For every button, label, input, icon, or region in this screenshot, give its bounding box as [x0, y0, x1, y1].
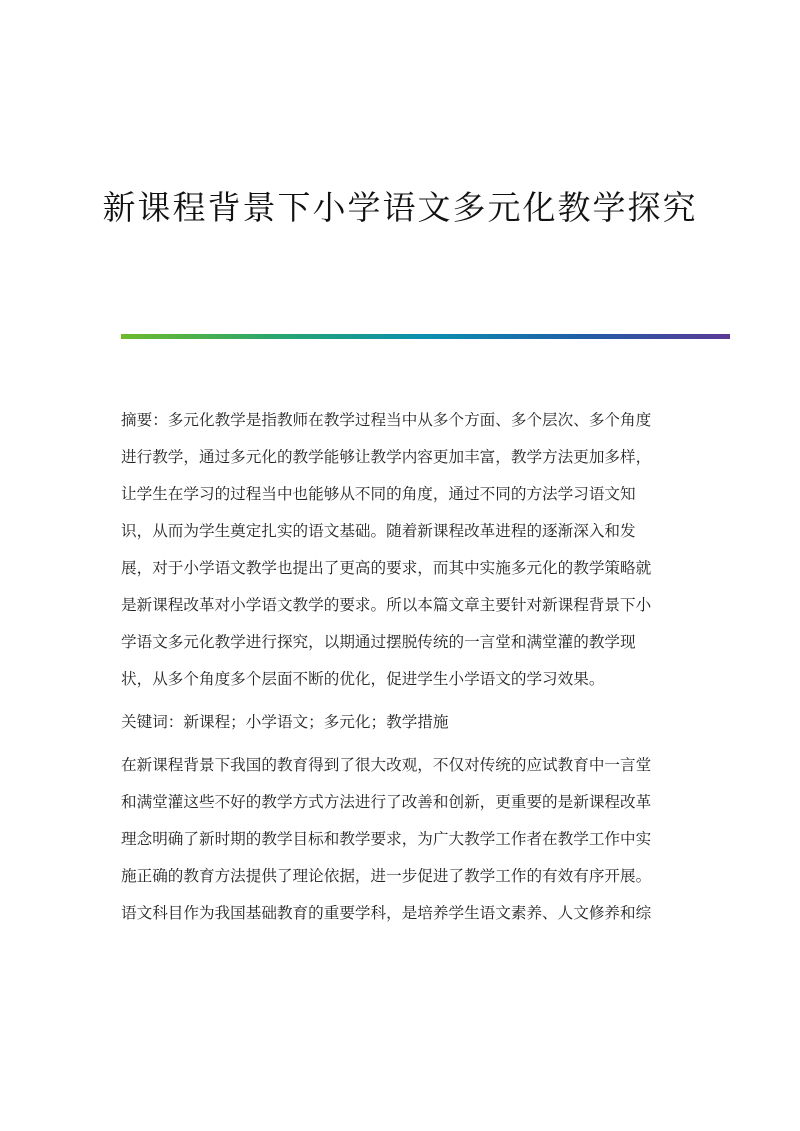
- keywords-line: [121, 704, 681, 741]
- body-line: 施正确的教育方法提供了理论依据，进一步促进了教学工作的有效有序开展。: [121, 867, 652, 885]
- abstract-line: 识，从而为学生奠定扎实的语文基础。随着新课程改革进程的逐渐深入和发: [121, 522, 636, 540]
- abstract-line: 让学生在学习的过程当中也能够从不同的角度，通过不同的方法学习语文知: [121, 485, 636, 503]
- abstract-line: 学语文多元化教学进行探究，以期通过摆脱传统的一言堂和满堂灌的教学现: [121, 633, 636, 651]
- abstract-line: 状，从多个角度多个层面不断的优化，促进学生小学语文的学习效果。: [121, 670, 605, 688]
- body-line: 语文科目作为我国基础教育的重要学科，是培养学生语文素养、人文修养和综: [121, 904, 652, 922]
- document-body: [121, 402, 681, 932]
- abstract-line: 进行教学，通过多元化的教学能够让教学内容更加丰富，教学方法更加多样，: [121, 448, 652, 466]
- abstract-line: 是新课程改革对小学语文教学的要求。所以本篇文章主要针对新课程背景下小: [121, 596, 652, 614]
- document-title: 新课程背景下小学语文多元化教学探究: [102, 188, 698, 227]
- abstract-line: 展，对于小学语文教学也提出了更高的要求，而其中实施多元化的教学策略就: [121, 559, 652, 577]
- title-divider: [121, 334, 730, 339]
- abstract-paragraph: [121, 402, 681, 698]
- body-line: 在新课程背景下我国的教育得到了很大改观，不仅对传统的应试教育中一言堂: [121, 756, 652, 774]
- body-line: 和满堂灌这些不好的教学方式方法进行了改善和创新，更重要的是新课程改革: [121, 793, 652, 811]
- body-paragraph: [121, 747, 681, 932]
- abstract-line: 摘要：多元化教学是指教师在教学过程当中从多个方面、多个层次、多个角度: [121, 411, 652, 429]
- body-line: 理念明确了新时期的教学目标和教学要求，为广大教学工作者在教学工作中实: [121, 830, 652, 848]
- keywords-text: 关键词：新课程；小学语文；多元化；教学措施: [121, 713, 449, 731]
